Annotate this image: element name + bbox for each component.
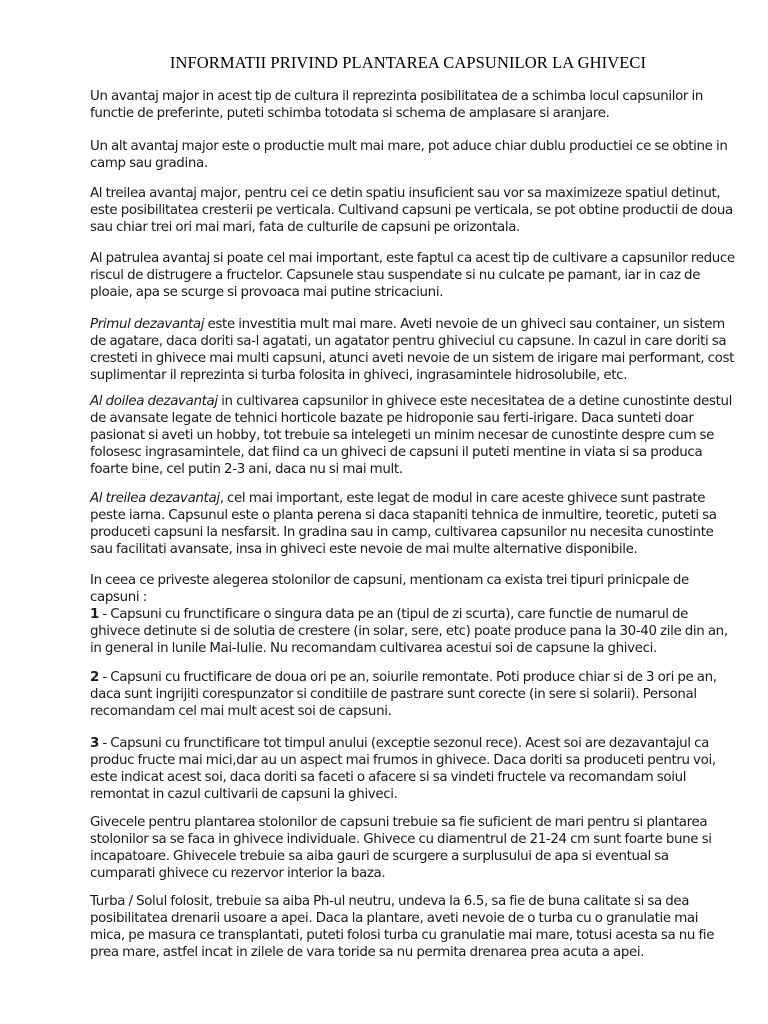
paragraph-text bbox=[90, 491, 736, 559]
italic-lead: Al treilea dezavantaj bbox=[90, 491, 220, 506]
paragraph-pots bbox=[90, 815, 736, 883]
paragraph-body: , cel mai important, este legat de modul in care aceste ghivece sunt pastrate peste iarna. Capsunul este o planta perena si daca stapaniti tehnica de inmultire, teoretic, puteti sa produceti capsuni la nesfarsit. In gradina sau in camp, cultivarea capsunilor nu necesita cunostinte sau facilitati avansate, insa in ghiveci este nevoie de mai multe alternative disponibile. bbox=[90, 491, 717, 557]
paragraph-text: Givecele pentru plantarea stolonilor de capsuni trebuie sa fie suficient de mari pentru si plantarea stolonilor sa se faca in ghivece individuale. Ghivece cu diamentrul de 21-24 cm sunt foarte bune si incapatoare. Ghivecele trebuie sa aiba gauri de scurgere a surplusului de apa si eventual sa cumparati ghivece cu rezervor interior la baza. bbox=[90, 815, 712, 881]
paragraph-strawberry-types bbox=[90, 573, 736, 658]
paragraph-text: Un avantaj major in acest tip de cultura il reprezinta posibilitatea de a schimba locul capsunilor in functie de preferinte, puteti schimba totodata si schema de amplasare si aranjare. bbox=[90, 89, 703, 121]
item-number: 3 bbox=[90, 736, 99, 751]
paragraph-body: in cultivarea capsunilor in ghivece este necesitatea de a detine cunostinte destul de avansate legate de tehnici horticole bazate pe hidroponie sau ferti-irigare. Daca sunteti doar pasionat si aveti un hobby, tot trebuie sa intelegeti un minim necesar de cunostinte despre cum se folosesc ingrasamintele, dat fiind ca un ghiveci de capsuni il puteti mentine in viata si sa produca foarte bine, cel putin 2-3 ani, daca nu si mai mult. bbox=[90, 394, 733, 477]
list-item-type-1 bbox=[90, 607, 736, 658]
paragraph-text: Un alt avantaj major este o productie mult mai mare, pot aduce chiar dublu productiei ce se obtine in camp sau gradina. bbox=[90, 139, 728, 171]
item-number: 2 bbox=[90, 670, 99, 685]
item-text: - Capsuni cu frunctificare tot timpul anului (exceptie sezonul rece). Acest soi are dezavantajul ca produc fructe mai mici,dar au un aspect mai frumos in ghivece. Daca doriti sa produceti pentru voi, este indicat acest soi, daca doriti sa faceti o afacere si sa vindeti fructele va recomandam soiul remontat in cazul cultivarii de capsuni la ghiveci. bbox=[90, 736, 716, 802]
paragraph-disadvantage-1 bbox=[90, 317, 736, 385]
item-text: - Capsuni cu frunctificare o singura data pe an (tipul de zi scurta), care functie de numarul de ghivece detinute si de solutia de crestere (in solar, sere, etc) poate produce pana la 30-40 zile din an, in general in lunile Mai-Iulie. Nu recomandam cultivarea acestui soi de capsune la ghiveci. bbox=[90, 606, 728, 656]
paragraph-advantage-3 bbox=[90, 186, 736, 237]
item-text: - Capsuni cu fructificare de doua ori pe an, soiurile remontate. Poti produce chiar si de 3 ori pe an, daca sunt ingrijiti corespunzator si conditiile de pastrare sunt corecte (in sere si solarii). Personal recomandam cel mai mult acest soi de capsuni. bbox=[90, 670, 717, 719]
paragraph-advantage-4 bbox=[90, 251, 736, 302]
paragraph-text: Al treilea avantaj major, pentru cei ce detin spatiu insuficient sau vor sa maximizeze spatiul detinut, este posibilitatea cresterii pe verticala. Cultivand capsuni pe verticala, se pot obtine productii de doua sau chiar trei ori mai mari, fata de culturile de capsuni pe orizontala. bbox=[90, 186, 733, 235]
list-item-type-2 bbox=[90, 670, 736, 721]
paragraph-advantage-2 bbox=[90, 139, 736, 173]
paragraph-text bbox=[90, 394, 736, 479]
paragraph-body: este investitia mult mai mare. Aveti nevoie de un ghiveci sau container, un sistem de agatare, daca doriti sa-l agatati, un agatator pentru ghiveciul cu capsune. In cazul in care doriti sa cresteti in ghivece mai multi capsuni, atunci aveti nevoie de un sistem de irigare mai performant, cost suplimentar il reprezinta si turba folosita in ghiveci, ingrasamintele hidrosolubile, etc. bbox=[90, 317, 734, 383]
paragraph-disadvantage-3 bbox=[90, 491, 736, 559]
paragraph-text bbox=[90, 317, 736, 385]
italic-lead: Al doilea dezavantaj bbox=[90, 394, 218, 409]
paragraph-advantage-1 bbox=[90, 89, 736, 123]
list-item-type-3 bbox=[90, 736, 736, 804]
paragraph-type-3 bbox=[90, 736, 736, 804]
italic-lead: Primul dezavantaj bbox=[90, 317, 205, 332]
paragraph-soil bbox=[90, 894, 736, 962]
paragraph-disadvantage-2 bbox=[90, 394, 736, 479]
paragraph-text: Al patrulea avantaj si poate cel mai important, este faptul ca acest tip de cultivare a capsunilor reduce riscul de distrugere a fructelor. Capsunele stau suspendate si nu culcate pe pamant, iar in caz de ploaie, apa se scurge si provoaca mai putine stricaciuni. bbox=[90, 251, 735, 300]
paragraph-intro: In ceea ce priveste alegerea stolonilor de capsuni, mentionam ca exista trei tipuri prinicpale de capsuni : bbox=[90, 573, 689, 605]
item-number: 1 bbox=[90, 606, 99, 622]
document-title: INFORMATII PRIVIND PLANTAREA CAPSUNILOR LA GHIVECI bbox=[169, 53, 647, 72]
paragraph-type-2 bbox=[90, 670, 736, 721]
paragraph-text: Turba / Solul folosit, trebuie sa aiba Ph-ul neutru, undeva la 6.5, sa fie de buna calitate si sa dea posibilitatea drenarii usoare a apei. Daca la plantare, aveti nevoie de o turba cu o granulatie mai mica, pe masura ce transplantati, puteti folosi turba cu granulatie mai mare, totusi acesta sa nu fie prea mare, astfel incat in zilele de vara toride sa nu permita drenarea prea acuta a apei. bbox=[90, 894, 715, 960]
